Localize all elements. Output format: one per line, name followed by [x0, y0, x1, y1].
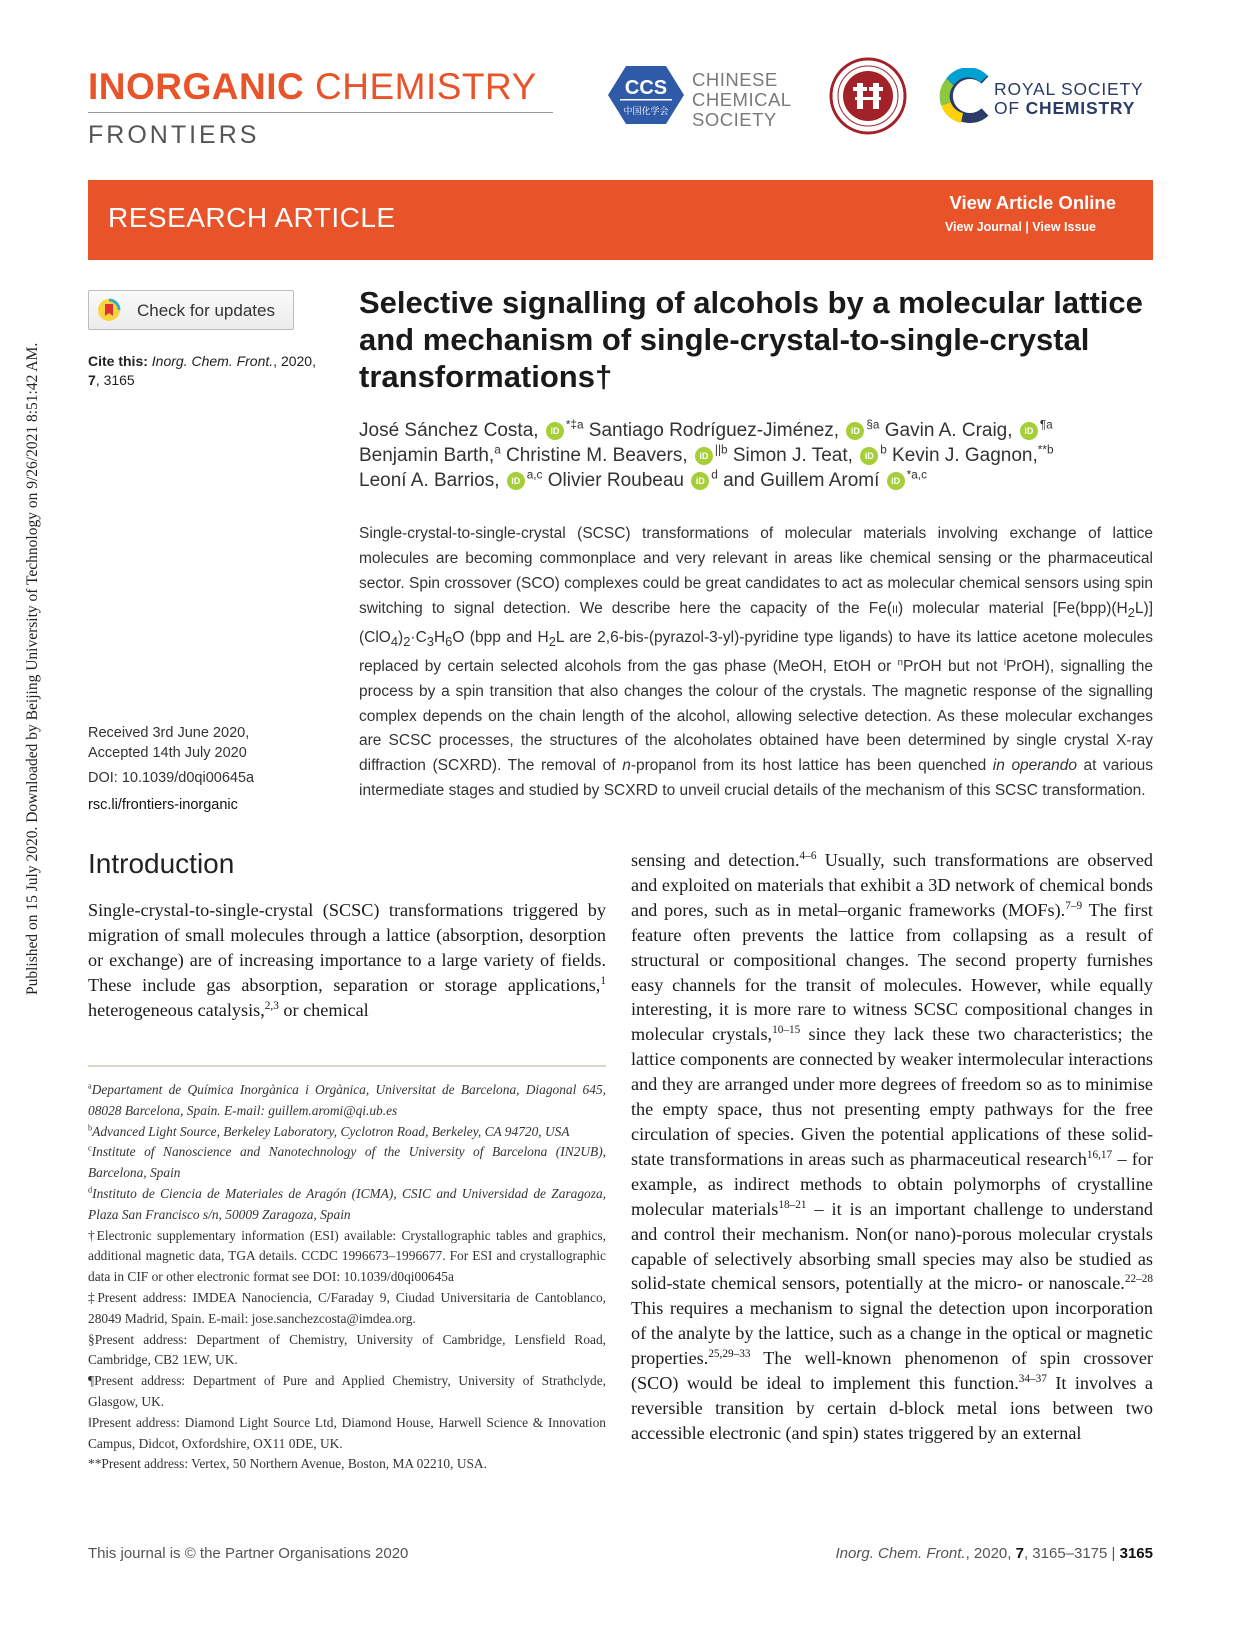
author-affiliation: *a,c	[906, 468, 927, 482]
rsc-logo	[938, 68, 994, 129]
body-text: heterogeneous catalysis,	[88, 999, 265, 1020]
reference-link[interactable]: 18–21	[778, 1198, 807, 1211]
rsc-name-of: OF	[994, 98, 1020, 118]
author-affiliation: §a	[866, 418, 880, 432]
footnote-present-address: §Present address: Department of Chemistry, University of Cambridge, Lensfield Road, Cambridge, CB2 1EW, UK.	[88, 1331, 606, 1368]
orcid-icon[interactable]: iD	[546, 422, 564, 440]
footnote-text: Advanced Light Source, Berkeley Laboratory, Cyclotron Road, Berkeley, CA 94720, USA	[92, 1123, 570, 1139]
section-heading-introduction: Introduction	[88, 848, 235, 879]
footer-pages: , 3165–3175	[1023, 1545, 1108, 1562]
footnote-affiliation-b	[88, 1122, 606, 1143]
footnotes	[88, 1080, 606, 1475]
abstract-text: )	[398, 628, 404, 646]
footnote-esi: †Electronic supplementary information (ESI) available: Crystallographic tables and graphics, additional magnetic data, TGA details. CCDC 1996673–1996677. For ESI and crystallographic data in CIF or other electronic format see DOI: 10.1039/d0qi00645a	[88, 1227, 606, 1285]
check-for-updates-button[interactable]	[88, 290, 294, 330]
orcid-icon[interactable]: iD	[887, 472, 905, 490]
rsc-name-line-1: ROYAL SOCIETY	[994, 79, 1144, 99]
footer-citation	[836, 1545, 1154, 1562]
check-updates-icon	[97, 298, 121, 327]
article-type-label: RESEARCH ARTICLE	[108, 202, 396, 233]
subscript: 4	[390, 633, 399, 649]
ccs-name-line-2: CHEMICAL	[692, 89, 792, 110]
reference-link[interactable]: 25,29–33	[708, 1348, 751, 1361]
journal-short-link[interactable]: rsc.li/frontiers-inorganic	[88, 797, 238, 813]
citation	[88, 352, 348, 390]
body-text: or chemical	[278, 999, 369, 1020]
body-column-left	[88, 898, 606, 1023]
author-list	[359, 418, 1159, 493]
footnote-present-address: ‖Present address: Diamond Light Source Ltd, Diamond House, Harwell Science & Innovation Campus, Didcot, Oxfordshire, OX11 0DE, UK.	[88, 1414, 606, 1451]
article-title: Selective signalling of alcohols by a molecular lattice and mechanism of single-crystal-to-single-crystal transformations†	[359, 285, 1143, 394]
abstract-text: ) molecular material [Fe(bpp)(H	[898, 599, 1128, 617]
journal-subtitle: FRONTIERS	[88, 121, 260, 149]
subscript: 2	[403, 633, 411, 649]
body-text: – it is an important challenge to understand and control their mechanism. Non(or nano)-porous molecular crystals capable of selectively absorbing small species may also be studied as solid-state chemical sensors, potentially at the micro- or nanoscale.	[631, 1198, 1154, 1294]
received-date: Received 3rd June 2020,	[88, 725, 250, 741]
author-affiliation: b	[880, 443, 887, 457]
author-affiliation: ||b	[714, 443, 728, 457]
author-name: Gavin A. Craig,	[884, 420, 1013, 441]
author-affiliation: *‡a	[565, 418, 584, 432]
svg-text:CCS: CCS	[624, 77, 668, 99]
author-name: Christine M. Beavers,	[506, 445, 688, 466]
journal-issue-links	[945, 220, 1096, 234]
orcid-icon[interactable]: iD	[846, 422, 864, 440]
side-note-text: Published on 15 July 2020. Downloaded by Beijing University of Technology on 9/26/2021 8:51:42 AM.	[24, 342, 41, 995]
abstract-text: PrOH but not	[902, 657, 1004, 675]
journal-name-bold: INORGANIC	[88, 66, 305, 107]
link-separator: |	[1025, 220, 1029, 234]
author-affiliation: ¶a	[1039, 418, 1053, 432]
abstract-text: at various intermediate stages and studied by SCXRD to unveil crucial details of the mechanism of this SCSC transformation.	[359, 757, 1154, 800]
subscript: 2	[1127, 604, 1135, 620]
cite-year: , 2020,	[273, 353, 316, 369]
body-text: It involves a reversible transition by certain d-block metal ions between two accessible electronic (and spin) states triggered by an external	[631, 1373, 1153, 1443]
author-name: Benjamin Barth,	[359, 445, 495, 466]
author-name: Leoní A. Barrios,	[359, 470, 500, 491]
reference-link[interactable]: 34–37	[1018, 1372, 1047, 1385]
reference-link[interactable]: 1	[600, 974, 606, 987]
footnote-text: Instituto de Ciencia de Materiales de Aragón (ICMA), CSIC and Universidad de Zaragoza, Plaza San Francisco s/n, 50009 Zaragoza, Spain	[88, 1185, 606, 1222]
check-updates-label: Check for updates	[137, 301, 275, 320]
body-text: – for example, as indirect methods to obtain polymorphs of crystalline molecular materials	[631, 1148, 1153, 1219]
footer-copyright: This journal is © the Partner Organisations 2020	[88, 1545, 409, 1562]
journal-name	[88, 68, 553, 105]
footnote-affiliation-a	[88, 1080, 606, 1122]
author-name: Kevin J. Gagnon,	[892, 445, 1038, 466]
abstract-text: L)](ClO	[359, 599, 1153, 646]
view-article-online-link[interactable]: View Article Online	[949, 192, 1116, 213]
orcid-icon[interactable]: iD	[860, 447, 878, 465]
abstract-text: O (bpp and H	[452, 628, 549, 646]
rsc-name-line-2	[994, 99, 1143, 118]
cite-page: , 3165	[95, 372, 135, 388]
footer-journal: Inorg. Chem. Front.	[835, 1545, 966, 1562]
view-issue-link[interactable]: View Issue	[1032, 220, 1096, 234]
abstract-text: L are 2,6-bis-(pyrazol-3-yl)-pyridine type ligands) to have its lattice acetone molecules replaced by certain selected alcohols from the gas phase (MeOH, EtOH or	[359, 628, 1153, 675]
footnote-mark: a	[88, 1081, 92, 1091]
publication-side-note	[4, 295, 41, 995]
body-text: sensing and detection.	[631, 850, 800, 870]
superscript: i	[1003, 656, 1006, 668]
footer-volume: 7	[1015, 1545, 1024, 1562]
ccs-name	[692, 70, 792, 130]
body-text: The well-known phenomenon of spin crossover (SCO) would be ideal to implement this function.	[631, 1348, 1153, 1394]
rsc-name	[994, 80, 1143, 118]
journal-title-block	[88, 68, 553, 150]
footnote-affiliation-c	[88, 1142, 606, 1184]
subscript: 6	[445, 633, 453, 649]
footnote-text: Departament de Química Inorgànica i Orgànica, Universitat de Barcelona, Diagonal 645, 08028 Barcelona, Spain. E-mail: guillem.aromi@qi.ub.es	[88, 1082, 606, 1118]
abstract-text: ·C	[410, 628, 427, 646]
author-affiliation: **b	[1037, 443, 1054, 457]
footnote-mark: b	[88, 1123, 93, 1133]
footer-separator: |	[1111, 1545, 1116, 1562]
peking-university-seal	[829, 57, 907, 140]
footer-year: , 2020,	[965, 1545, 1012, 1562]
doi[interactable]: DOI: 10.1039/d0qi00645a	[88, 770, 255, 786]
author-name: José Sánchez Costa,	[359, 420, 539, 441]
journal-title-rule	[88, 112, 553, 113]
body-text: This requires a mechanism to signal the detection upon incorporation of the analyte by the lattice, such as a change in the optical or magnetic properties.	[631, 1298, 1153, 1369]
footnote-affiliation-d	[88, 1184, 606, 1226]
ccs-hexagon-icon	[606, 64, 686, 126]
superscript: n	[897, 656, 903, 668]
abstract-text: H	[433, 628, 446, 646]
author-name: Simon J. Teat,	[732, 445, 853, 466]
footnote-mark: c	[88, 1143, 92, 1153]
cite-volume: 7	[88, 372, 96, 388]
body-text: The first feature often prevents the lattice from collapsing as a result of structural or compositional changes. The second property furnishes easy channels for the transit of molecules. However, while equally interesting, it is more rare to witness SCSC compositional changes in molecular crystals,	[631, 899, 1153, 1045]
article-dates	[88, 723, 249, 763]
abstract	[359, 522, 1153, 804]
rsc-name-chemistry: CHEMISTRY	[1025, 98, 1136, 118]
svg-text:中国化学会: 中国化学会	[623, 107, 669, 117]
footnote-text: Institute of Nanoscience and Nanotechnology of the University of Barcelona (IN2UB), Barcelona, Spain	[88, 1144, 606, 1181]
ccs-logo	[606, 64, 686, 131]
author-name: Santiago Rodríguez-Jiménez,	[588, 420, 840, 441]
rsc-c-icon	[938, 68, 994, 124]
abstract-text: Single-crystal-to-single-crystal (SCSC) transformations of molecular materials involving exchange of lattice molecules are becoming commonplace and very relevant in areas like chemical sensing or the pharmaceutical sector. Spin crossover (SCO) complexes could be great candidates to act as molecular chemical sensors using spin switching to signal detection. We describe here the capacity of the Fe(	[359, 525, 1153, 617]
author-affiliation: d	[711, 468, 718, 482]
abstract-text: PrOH), signalling the process by a spin transition that also changes the colour of the crystals. The magnetic response of the signalling complex depends on the chain length of the alcohol, allowing selective detection. As these molecular exchanges are SCSC processes, the structures of the alcoholates obtained have been determined by single crystal X-ray diffraction (SCXRD). The removal of	[359, 657, 1154, 775]
author-affiliation: a,c	[526, 468, 543, 482]
orcid-icon[interactable]: iD	[507, 472, 525, 490]
reference-link[interactable]: 2,3	[264, 999, 279, 1012]
footnote-present-address: ‡Present address: IMDEA Nanociencia, C/Faraday 9, Ciudad Universitaria de Cantoblanco, 28049 Madrid, Spain. E-mail: jose.sanchezcosta@imdea.org.	[88, 1289, 606, 1326]
body-text: Single-crystal-to-single-crystal (SCSC) transformations triggered by migration of small molecules through a lattice (absorption, desorption or exchange) are of increasing importance to a large variety of fields. These include gas absorption, separation or storage applications,	[88, 900, 606, 995]
subscript: 3	[426, 633, 434, 649]
reference-link[interactable]: 16,17	[1086, 1148, 1113, 1161]
cite-label: Cite this:	[88, 353, 148, 369]
subscript: 2	[548, 633, 556, 649]
abstract-italic: n	[622, 757, 631, 775]
page-number: 3165	[1119, 1545, 1153, 1562]
abstract-text: -propanol from its host lattice has been quenched	[630, 757, 993, 775]
ccs-name-line-3: SOCIETY	[692, 109, 777, 130]
reference-link[interactable]: 4–6	[799, 849, 817, 862]
article-type-banner	[88, 180, 1153, 260]
reference-link[interactable]: 22–28	[1124, 1273, 1153, 1286]
orcid-icon[interactable]: iD	[691, 472, 709, 490]
author-name: and Guillem Aromí	[723, 470, 880, 491]
body-text: Usually, such transformations are observed and exploited on materials that exhibit a 3D network of chemical bonds and pores, such as in metal–organic frameworks (MOFs).	[631, 850, 1154, 920]
pku-seal-icon	[829, 57, 907, 135]
oxidation-state: II	[892, 603, 899, 616]
author-name: Olivier Roubeau	[547, 470, 684, 491]
ccs-name-line-1: CHINESE	[692, 69, 778, 90]
footnote-divider	[88, 1065, 606, 1067]
footnote-present-address: ¶Present address: Department of Pure and Applied Chemistry, University of Strathclyde, Glasgow, UK.	[88, 1373, 606, 1409]
body-column-right	[631, 848, 1153, 1446]
reference-link[interactable]: 10–15	[772, 1024, 801, 1037]
reference-link[interactable]: 7–9	[1065, 899, 1083, 912]
abstract-italic: in operando	[992, 757, 1077, 775]
footnote-present-address: **Present address: Vertex, 50 Northern Avenue, Boston, MA 02210, USA.	[88, 1456, 487, 1472]
orcid-icon[interactable]: iD	[695, 447, 713, 465]
accepted-date: Accepted 14th July 2020	[88, 745, 247, 761]
cite-journal: Inorg. Chem. Front.	[151, 353, 274, 369]
orcid-icon[interactable]: iD	[1020, 422, 1038, 440]
author-affiliation: a	[494, 443, 501, 457]
journal-name-light: CHEMISTRY	[315, 66, 537, 107]
view-journal-link[interactable]: View Journal	[944, 220, 1022, 234]
body-text: since they lack these two characteristics; the lattice components are connected by weaker intermolecular interactions and they are arranged under more degrees of freedom so as to minimise the empty space, thus not presenting empty pathways for the free circulation of species. Given the potential applications of these solid-state transformations in areas such as pharmaceutical research	[631, 1024, 1153, 1169]
footnote-mark: d	[88, 1185, 93, 1195]
